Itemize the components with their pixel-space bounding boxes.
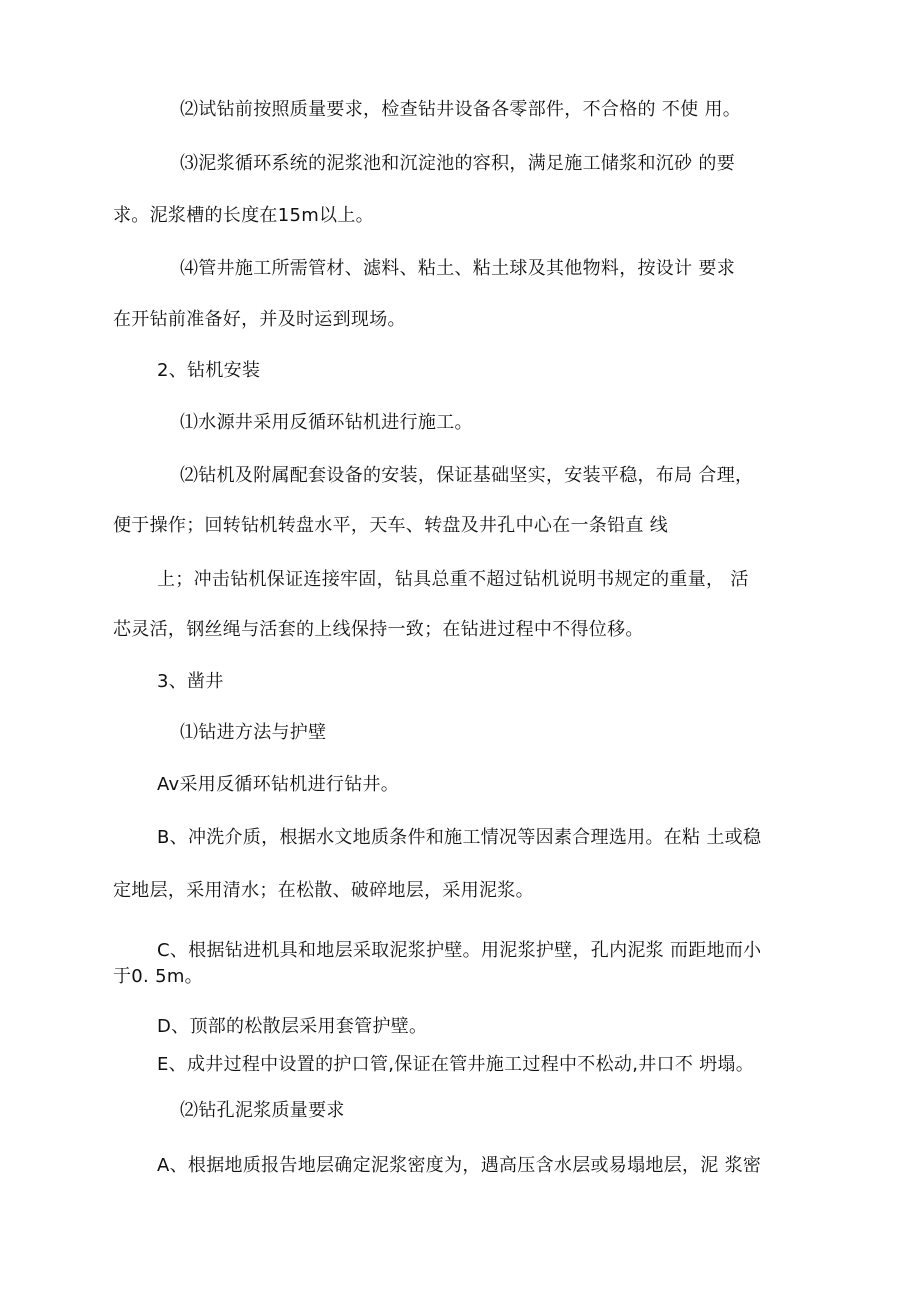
text-line-1: ⑵试钻前按照质量要求，检查钻井设备各零部件，不合格的 不使 用。	[180, 99, 742, 120]
text-line-14: Av采用反循环钻机进行钻井。	[157, 774, 400, 795]
text-line-22: A、根据地质报告地层确定泥浆密度为，遇高压含水层或易塌地层，泥 浆密	[157, 1155, 762, 1176]
text-line-3: 求。泥浆槽的长度在15m以上。	[113, 205, 374, 226]
text-line-11: 芯灵活，钢丝绳与活套的上线保持一致；在钻进过程中不得位移。	[113, 619, 644, 640]
section-heading-3: 3、凿井	[157, 671, 224, 692]
text-line-16: 定地层，采用清水；在松散、破碎地层，采用泥浆。	[113, 880, 534, 901]
subsection-heading-1: ⑴钻进方法与护壁	[180, 722, 327, 743]
text-line-19: D、顶部的松散层采用套管护壁。	[157, 1016, 428, 1037]
text-line-2: ⑶泥浆循环系统的泥浆池和沉淀池的容积，满足施工储浆和沉砂 的要	[180, 153, 736, 174]
text-line-9: 便于操作；回转钻机转盘水平，天车、转盘及井孔中心在一条铅直 线	[113, 515, 669, 536]
text-line-8: ⑵钻机及附属配套设备的安装，保证基础坚实，安装平稳，布局 合理，	[180, 465, 754, 486]
text-line-10: 上；冲击钻机保证连接牢固，钻具总重不超过钻机说明书规定的重量， 活	[157, 569, 749, 590]
text-line-5: 在开钻前准备好，并及时运到现场。	[113, 309, 406, 330]
subsection-heading-2: ⑵钻孔泥浆质量要求	[180, 1100, 345, 1121]
text-line-20: E、成井过程中设置的护口管,保证在管井施工过程中不松动,井口不 坍塌。	[157, 1054, 755, 1075]
text-line-4: ⑷管井施工所需管材、滤料、粘土、粘土球及其他物料，按设计 要求	[180, 258, 736, 279]
text-line-15: B、冲洗介质，根据水文地质条件和施工情况等因素合理选用。在粘 土或稳	[157, 827, 762, 848]
text-line-17: C、根据钻进机具和地层采取泥浆护壁。用泥浆护壁，孔内泥浆 而距地而小	[157, 940, 762, 961]
section-heading-2: 2、钻机安装	[157, 360, 261, 381]
text-line-18: 于0. 5m。	[113, 966, 203, 987]
text-line-7: ⑴水源井采用反循环钻机进行施工。	[180, 412, 473, 433]
